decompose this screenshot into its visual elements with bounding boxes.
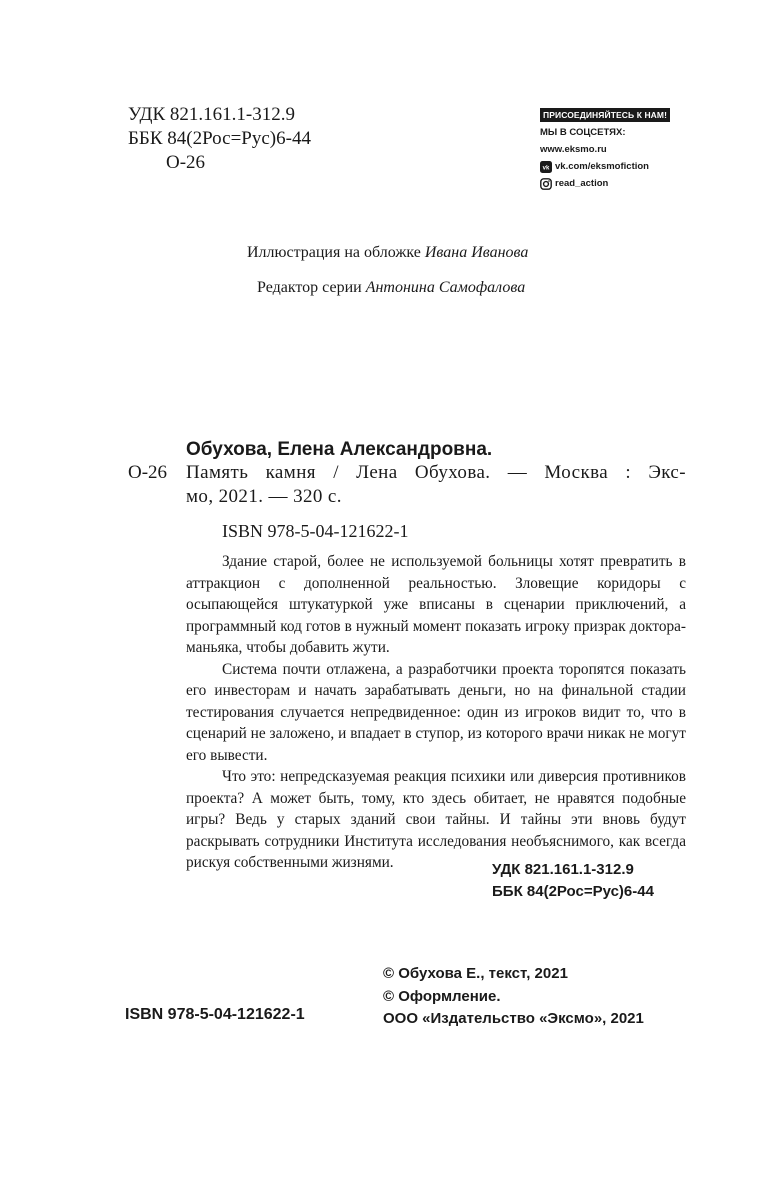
social-block <box>540 105 685 191</box>
bottom-isbn: ISBN 978-5-04-121622-1 <box>125 1006 305 1023</box>
annotation <box>186 551 686 874</box>
card-author-mark: О-26 <box>128 462 168 483</box>
illustration-label: Иллюстрация на обложке <box>247 244 421 261</box>
copyright-text: © Обухова Е., текст, 2021 <box>383 965 568 982</box>
bbk-code: ББК 84(2Рос=Рус)6-44 <box>128 128 311 149</box>
bottom-udk: УДК 821.161.1-312.9 <box>492 861 634 878</box>
instagram-icon <box>540 178 552 190</box>
title-line-1: Память камня / Лена Обухова. — Москва : Экс- <box>186 462 686 483</box>
instagram-link[interactable] <box>540 177 685 191</box>
copyright-block <box>383 963 644 1031</box>
annotation-paragraph: Что это: непредсказуемая реакция психики или диверсия противников проекта? А может быть, тому, кто здесь обитает, не нравятся подобные игры? Ведь у старых зданий свои тайны. И тайны эти вновь будут раскрывать сотрудники Института исследования необъяснимого, как всегда рискуя собственными жизнями. <box>186 768 686 871</box>
vk-handle: vk.com/eksmofiction <box>555 161 649 172</box>
bottom-classification <box>492 859 654 903</box>
author-heading: Обухова, Елена Александровна. <box>186 439 493 460</box>
copyright-design: © Оформление. <box>383 987 501 1005</box>
join-us-banner: ПРИСОЕДИНЯЙТЕСЬ К НАМ! <box>540 108 670 122</box>
bottom-bbk: ББК 84(2Рос=Рус)6-44 <box>492 883 654 900</box>
editor-name: Антонина Самофалова <box>365 279 526 296</box>
vk-icon <box>540 161 552 173</box>
editor-label: Редактор серии <box>257 279 362 296</box>
card-isbn: ISBN 978-5-04-121622-1 <box>222 521 409 541</box>
annotation-paragraph: Система почти отлажена, а разработчики проекта торопятся показать его инвесторам и начать зарабатывать деньги, но на финальной стадии тестирования случается непредвиденное: один из игроков видит то, что в сценарий не заложено, и впадает в ступор, из которого врачи никак не могут его вывести. <box>186 660 686 764</box>
classification-block <box>128 103 311 175</box>
social-networks-label: МЫ В СОЦСЕТЯХ: <box>540 127 626 138</box>
illustration-credit <box>247 244 528 262</box>
illustrator-name: Ивана Иванова <box>424 244 529 261</box>
annotation-paragraph: Здание старой, более не используемой больницы хотят превратить в аттракцион с дополненной реальностью. Зловещие коридоры с осыпающейся штукатуркой уже вписаны в сценарии приключений, а программный код готов в нужный момент показать игроку призрак доктора-маньяка, чтобы добавить жути. <box>186 553 686 656</box>
udk-code: УДК 821.161.1-312.9 <box>128 104 295 125</box>
vk-link[interactable] <box>540 160 685 174</box>
title-line-2: мо, 2021. — 320 с. <box>186 486 342 507</box>
editor-credit <box>257 279 525 297</box>
author-mark: О-26 <box>166 152 206 173</box>
svg-text:vk: vk <box>542 165 550 172</box>
instagram-handle: read_action <box>555 178 609 189</box>
copyright-publisher: ООО «Издательство «Эксмо», 2021 <box>383 1010 644 1027</box>
site-link[interactable]: www.eksmo.ru <box>540 144 607 155</box>
